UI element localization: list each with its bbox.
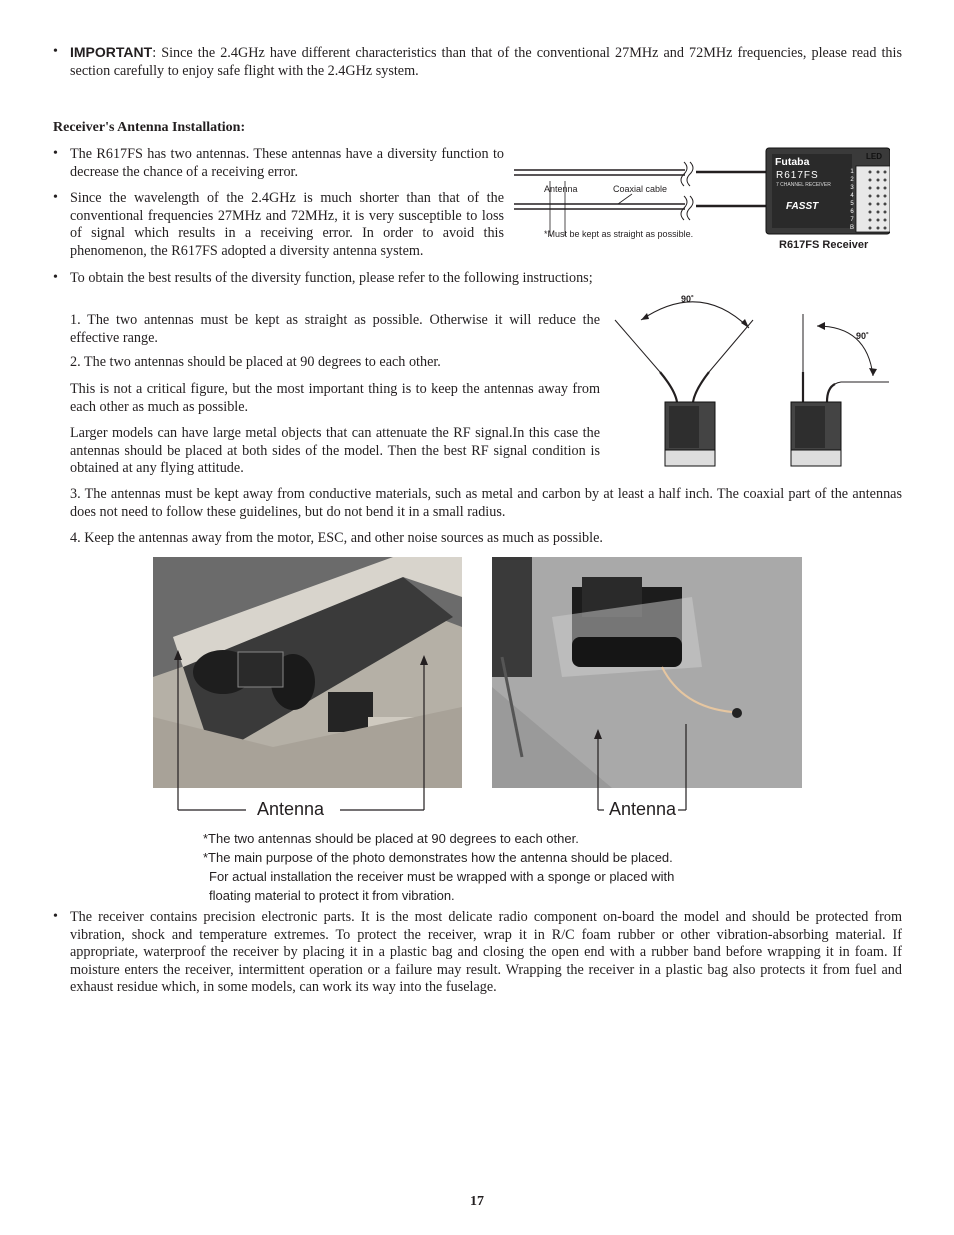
receiver-brand: Futaba bbox=[775, 156, 810, 168]
antenna-label: Antenna bbox=[544, 184, 578, 194]
angle-label-left: 90˚ bbox=[681, 294, 695, 304]
receiver-fasst: FASST bbox=[786, 201, 819, 212]
important-text: : Since the 2.4GHz have different characteristics than that of the conventional 27MHz and 72MHz frequencies, please read this section carefully to enjoy safe flight with the 2.4GHz system. bbox=[70, 45, 902, 79]
instruction-2-note: This is not a critical figure, but the most important thing is to keep the antennas away from each other as much as possible. bbox=[70, 381, 600, 415]
straight-note: *Must be kept as straight as possible. bbox=[544, 229, 694, 239]
instruction-1: 1. The two antennas must be kept as straight as possible. Otherwise it will reduce the effective range. bbox=[70, 312, 600, 346]
bullet-instructions: To obtain the best results of the diversity function, please refer to the following instructions; bbox=[70, 270, 593, 286]
important-label: IMPORTANT bbox=[70, 44, 153, 60]
section-heading: Receiver's Antenna Installation: bbox=[53, 120, 246, 135]
photo-note-3: For actual installation the receiver must be wrapped with a sponge or placed with bbox=[209, 869, 675, 884]
bullet-mark: • bbox=[53, 909, 58, 924]
coax-label: Coaxial cable bbox=[613, 184, 668, 194]
instruction-2-large: Larger models can have large metal objects that can attenuate the RF signal.In this case the antennas should be placed at both sides of the model. Then the best RF signal condition is obtained at any flying attitude. bbox=[70, 425, 600, 476]
angle-label-right: 90˚ bbox=[856, 331, 870, 341]
instruction-2: 2. The two antennas should be placed at 90 degrees to each other. bbox=[70, 354, 441, 370]
bullet-mark: • bbox=[53, 44, 58, 59]
bullet-mark: • bbox=[53, 190, 58, 205]
bullet-mark: • bbox=[53, 146, 58, 161]
page-number: 17 bbox=[470, 1194, 484, 1209]
bullet-diversity: The R617FS has two antennas. These antennas have a diversity function to decrease the chance of a receiving error. bbox=[70, 146, 504, 180]
receiver-led: LED bbox=[866, 152, 882, 161]
photo-notes bbox=[203, 829, 763, 905]
antenna-callout-left bbox=[170, 640, 470, 820]
bullet-wavelength: Since the wavelength of the 2.4GHz is much shorter than that of the conventional frequencies 27MHz and 72MHz, it is very susceptible to loss of signal which results in a receiving error. In order to avoid this phenomenon, the R617FS adopted a diversity antenna system. bbox=[70, 190, 504, 259]
receiver-sub: 7 CHANNEL RECEIVER bbox=[776, 182, 831, 188]
antenna-angle-diagram bbox=[605, 292, 905, 472]
channel-numbers: 1 2 3 4 5 6 7 B bbox=[849, 169, 854, 231]
antenna-label-left: Antenna bbox=[257, 799, 325, 819]
instruction-3: 3. The antennas must be kept away from conductive materials, such as metal and carbon by at least a half inch. The coaxial part of the antennas does not need to follow these guidelines, but do not bend it in a small radius. bbox=[70, 486, 902, 520]
photo-note-2: *The main purpose of the photo demonstrates how the antenna should be placed. bbox=[203, 850, 673, 865]
photo-note-4: floating material to protect it from vibration. bbox=[209, 888, 455, 903]
bullet-mark: • bbox=[53, 270, 58, 285]
important-paragraph bbox=[70, 44, 902, 80]
receiver-model: R617FS bbox=[776, 170, 819, 181]
receiver-caption: R617FS Receiver bbox=[779, 239, 869, 251]
antenna-label-right: Antenna bbox=[609, 799, 677, 819]
receiver-protection-paragraph: The receiver contains precision electronic parts. It is the most delicate radio component on-board the model and should be protected from vibration, shock and temperature extremes. To protect the receiver, wrap it in R/C foam rubber or other vibration-absorbing material. If appropriate, waterproof the receiver by placing it in a plastic bag and closing the open end with a rubber band before wrapping it in foam. If moisture enters the receiver, intermittent operation or a failure may result. Wrapping the receiver in a plastic bag also protects it from fuel and exhaust residue which, in some models, can work its way into the fuselage. bbox=[70, 909, 902, 995]
instruction-4: 4. Keep the antennas away from the motor, ESC, and other noise sources as much as possible. bbox=[70, 530, 603, 546]
photo-note-1: *The two antennas should be placed at 90 degrees to each other. bbox=[203, 831, 579, 846]
